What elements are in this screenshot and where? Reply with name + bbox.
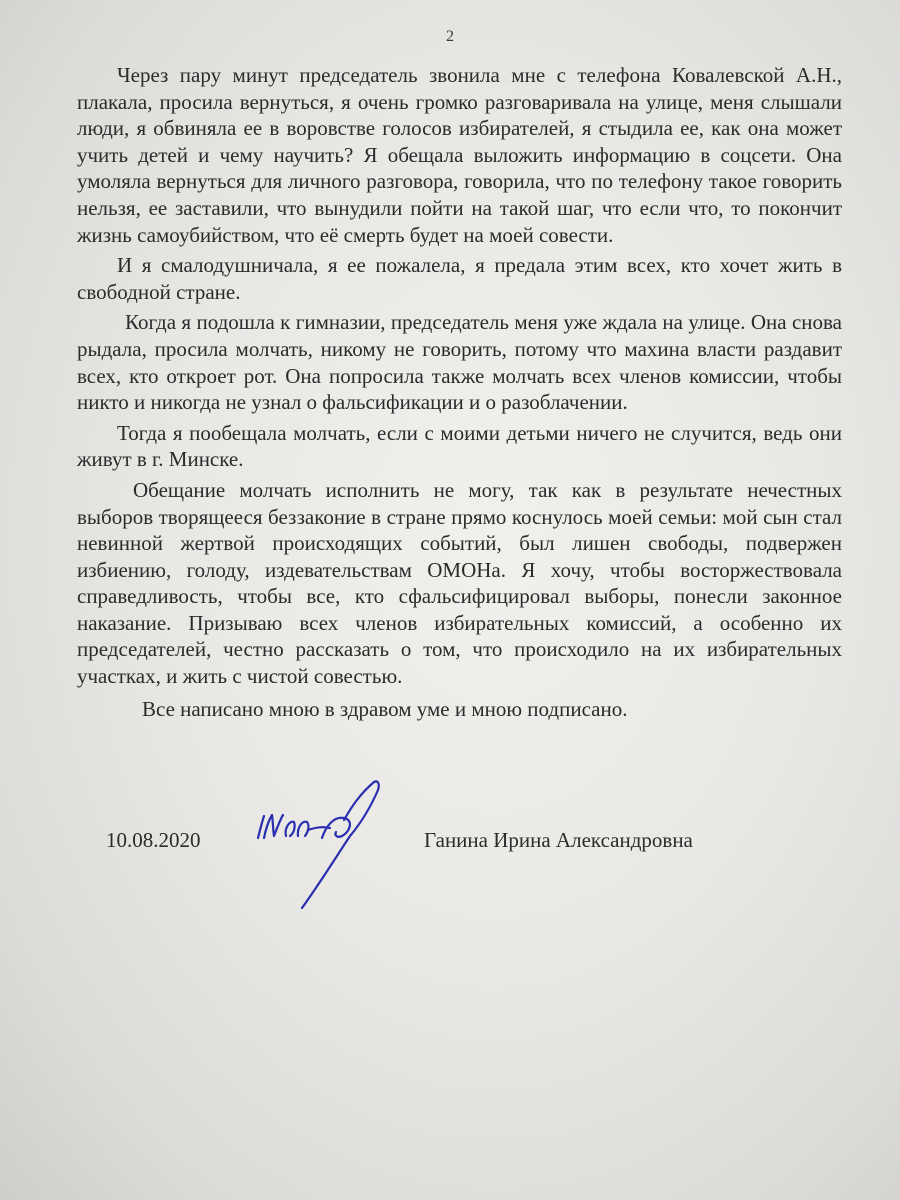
page-number: 2 <box>446 28 454 45</box>
paragraph-phone-call: Через пару минут председатель звонила мне с телефона Ковалевской А.Н., плакала, просила вернуться, я очень громко разговаривала на улице, меня слышали люди, я обвиняла ее в воровстве голосов избирателей, я стыдила ее, как она может учить детей и чему научить? Я обещала выложить информацию в соцсети. Она умоляла вернуться для личного разговора, говорила, что по телефону такое говорить нельзя, ее заставили, что вынудили пойти на такой шаг, что если что, то покончит жизнь самоубийством, что её смерть будет на моей совести. <box>77 63 842 247</box>
paragraph-promise: Тогда я пообещала молчать, если с моими детьми ничего не случится, ведь они живут в г. Минске. <box>77 420 842 472</box>
closing-statement: Все написано мною в здравом уме и мною подписано. <box>142 696 628 721</box>
letter-body <box>77 62 842 726</box>
paragraph-cannot-keep-promise: Обещание молчать исполнить не могу, так как в результате нечестных выборов творящееся беззаконие в стране прямо коснулось моей семьи: мой сын стал невинной жертвой происходящих событий, был лишен свободы, подвержен избиению, голоду, издевательствам ОМОНа. Я хочу, чтобы восторжествовала справедливость, чтобы все, кто сфальсифицировал выборы, понесли законное наказание. Призываю всех членов избирательных комиссий, а особенно их председателей, честно рассказать о том, что происходило на их избирательных участках, и жить с чистой совестью. <box>77 477 842 689</box>
signature-row <box>0 828 900 858</box>
signature-date: 10.08.2020 <box>106 828 201 852</box>
paragraph-gymnasium: Когда я подошла к гимназии, председатель меня уже ждала на улице. Она снова рыдала, просила молчать, никому не говорить, потому что махина власти раздавит всех, кто откроет рот. Она попросила также молчать всех членов комиссии, чтобы никто и никогда не узнал о фальсификации и о разоблачении. <box>77 310 842 415</box>
signatory-name: Ганина Ирина Александровна <box>424 828 693 852</box>
paragraph-cowardice: И я смалодушничала, я ее пожалела, я предала этим всех, кто хочет жить в свободной стране. <box>77 253 842 304</box>
